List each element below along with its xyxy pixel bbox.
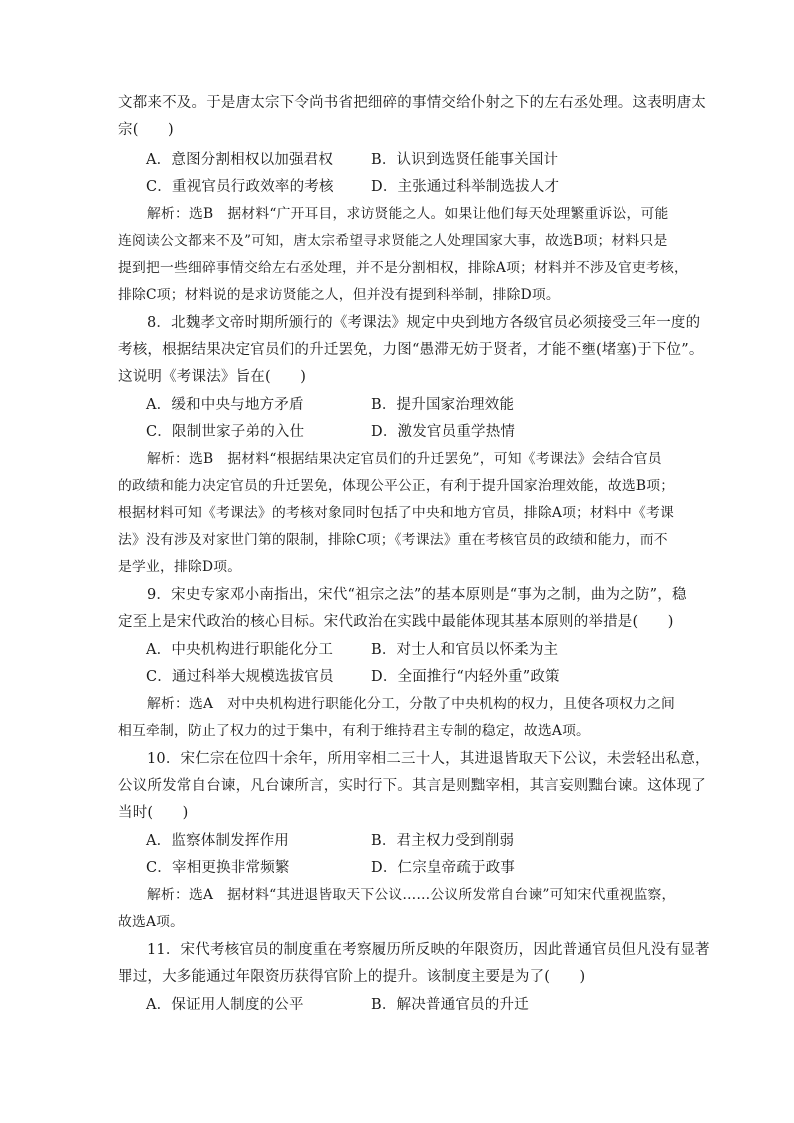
q11-option-a: A．保证用人制度的公平 (146, 997, 304, 1013)
q7-option-c: C．重视官员行政效率的考核 (146, 179, 334, 195)
q8-analysis-line: 的政绩和能力决定官员的升迁罢免，体现公平公正，有利于提升国家治理效能，故选B项； (118, 478, 675, 494)
q11-option-b: B．解决普通官员的升迁 (371, 997, 529, 1013)
q11-stem-line: 11．宋代考核官员的制度重在考察履历所反映的年限资历，因此普通官员但凡没有显著 (147, 942, 710, 958)
q8-option-c: C．限制世家子弟的入仕 (146, 424, 305, 440)
q10-option-b: B．君主权力受到削弱 (371, 833, 515, 849)
q7-option-d: D．主张通过科举制选拔人才 (371, 179, 560, 195)
q9-option-b: B．对士人和官员以怀柔为主 (371, 642, 559, 658)
q10-stem-line: 当时( ) (118, 805, 189, 821)
q10-stem-line: 10．宋仁宗在位四十余年，所用宰相二三十人，其进退皆取天下公议，未尝轻出私意， (147, 751, 710, 767)
q9-stem-line: 定至上是宋代政治的核心目标。宋代政治在实践中最能体现其基本原则的举措是( ) (118, 614, 674, 630)
q8-stem-line: 考核，根据结果决定官员们的升迁罢免，力图“愚滞无妨于贤者，才能不壅(堵塞)于下位”。 (118, 342, 704, 358)
q8-analysis-line: 是学业，排除D项。 (118, 559, 242, 575)
q7-stem-line: 文都来不及。于是唐太宗下令尚书省把细碎的事情交给仆射之下的左右丞处理。这表明唐太 (118, 95, 706, 111)
q7-option-b: B．认识到选贤任能事关国计 (371, 152, 559, 168)
q10-analysis-line: 故选A项。 (118, 914, 185, 930)
q10-option-c: C．宰相更换非常频繁 (146, 860, 290, 876)
q7-analysis-line: 排除C项；材料说的是求访贤能之人，但并没有提到科举制，排除D项。 (118, 287, 560, 303)
q8-analysis-line: 解析：选B 据材料“根据结果决定官员们的升迁罢免”，可知《考课法》会结合官员 (147, 451, 662, 467)
q7-option-a: A．意图分割相权以加强君权 (146, 152, 334, 168)
q11-stem-line: 罪过，大多能通过年限资历获得官阶上的提升。该制度主要是为了( ) (118, 969, 586, 985)
q9-option-c: C．通过科举大规模选拔官员 (146, 669, 334, 685)
q10-option-d: D．仁宗皇帝疏于政事 (371, 860, 516, 876)
q10-option-a: A．监察体制发挥作用 (146, 833, 289, 849)
q9-analysis-line: 相互牵制，防止了权力的过于集中，有利于维持君主专制的稳定，故选A项。 (118, 723, 591, 739)
q7-analysis-line: 连阅读公文都来不及”可知，唐太宗希望寻求贤能之人处理国家大事，故选B项；材料只是 (118, 233, 668, 249)
q8-option-d: D．激发官员重学热情 (371, 424, 516, 440)
q10-stem-line: 公议所发常自台谏，凡台谏所言，实时行下。其言是则黜宰相，其言妄则黜台谏。这体现了 (118, 778, 706, 794)
q8-stem-line: 8．北魏孝文帝时期所颁行的《考课法》规定中央到地方各级官员必须接受三年一度的 (147, 315, 701, 331)
q9-stem-line: 9．宋史专家邓小南指出，宋代“祖宗之法”的基本原则是“事为之制，曲为之防”，稳 (147, 587, 687, 603)
q8-analysis-line: 法》没有涉及对家世门第的限制，排除C项；《考课法》重在考核官员的政绩和能力，而不 (118, 532, 668, 548)
q8-option-b: B．提升国家治理效能 (371, 397, 515, 413)
q8-stem-line: 这说明《考课法》旨在( ) (118, 369, 307, 385)
q9-analysis-line: 解析：选A 对中央机构进行职能化分工，分散了中央机构的权力，且使各项权力之间 (147, 696, 676, 712)
q7-analysis-line: 解析：选B 据材料“广开耳目，求访贤能之人。如果让他们每天处理繁重诉讼，可能 (147, 206, 669, 222)
q8-option-a: A．缓和中央与地方矛盾 (146, 397, 304, 413)
q9-option-a: A．中央机构进行职能化分工 (146, 642, 334, 658)
q9-option-d: D．全面推行“内轻外重”政策 (371, 669, 560, 685)
q7-analysis-line: 提到把一些细碎事情交给左右丞处理，并不是分割相权，排除A项；材料并不涉及官吏考核， (118, 260, 689, 276)
q8-analysis-line: 根据材料可知《考课法》的考核对象同时包括了中央和地方官员，排除A项；材料中《考课 (118, 505, 675, 521)
q10-analysis-line: 解析：选A 据材料“其进退皆取天下公议……公议所发常自台谏”可知宋代重视监察， (147, 887, 676, 903)
q7-stem-line: 宗( ) (118, 122, 174, 138)
